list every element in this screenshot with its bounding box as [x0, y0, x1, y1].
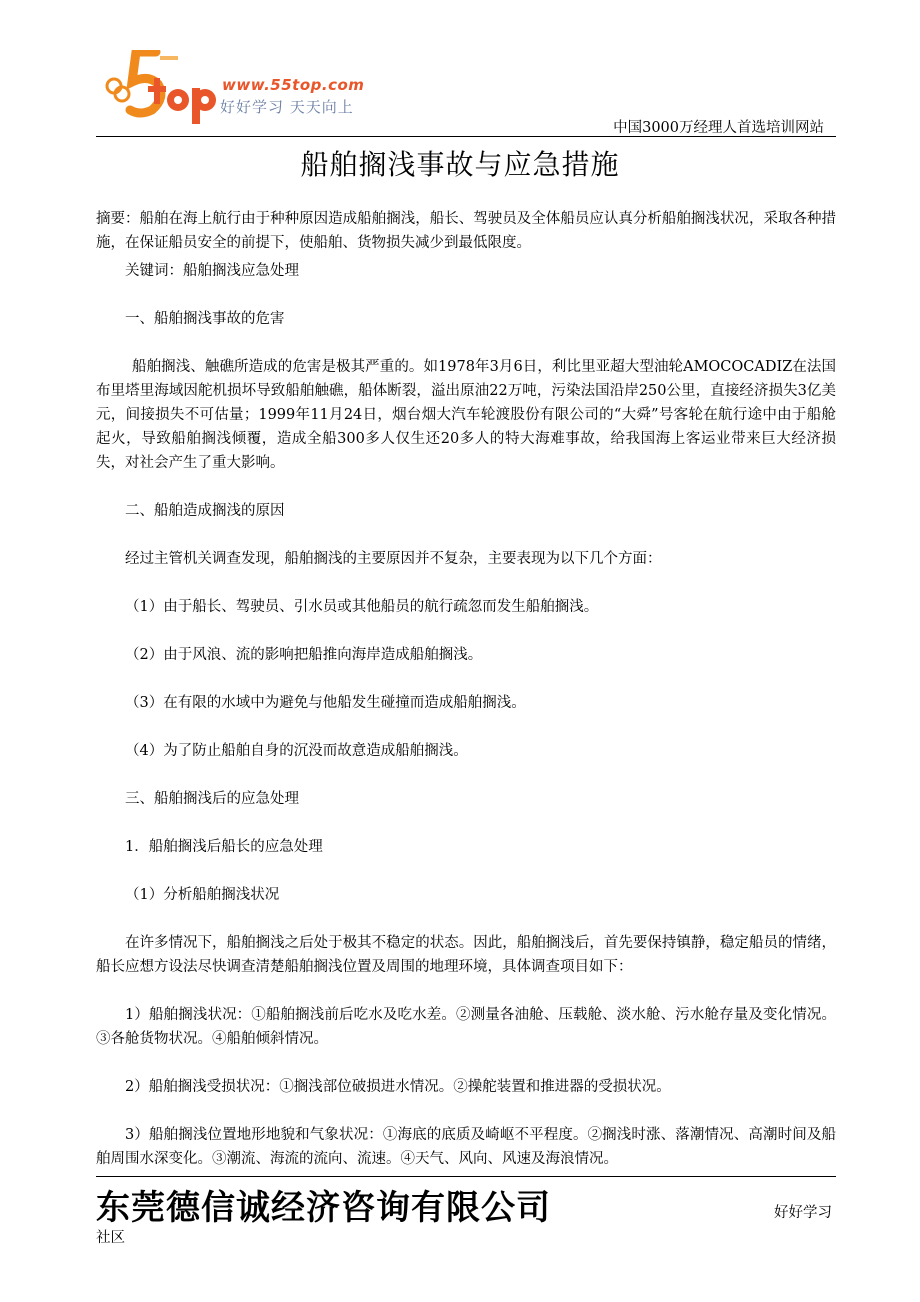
site-tagline: 中国3000万经理人首选培训网站 [613, 120, 824, 136]
document-title: 船舶搁浅事故与应急措施 [300, 148, 620, 181]
paragraph-analysis: 在许多情况下，船舶搁浅之后处于极其不稳定的状态。因此，船舶搁浅后，首先要保持镇静，稳定船员的情绪，船长应想方设法尽快调查清楚船舶搁浅位置及周围的地理环境，具体调查项目如下： [96, 935, 836, 975]
footer-left-text: 社区 [96, 1230, 125, 1246]
cause-item-4: （4）为了防止船舶自身的沉没而故意造成船舶搁浅。 [125, 743, 468, 759]
logo-url[interactable]: www.55top.com [222, 76, 365, 94]
cause-item-1: （1）由于船长、驾驶员、引水员或其他船员的航行疏忽而发生船舶搁浅。 [125, 599, 599, 615]
paragraph-hazards: 船舶搁浅、触礁所造成的危害是极其严重的。如1978年3月6日，利比里亚超大型油轮AMOCOCADIZ在法国布里塔里海域因舵机损坏导致船舶触礁，船体断裂，溢出原油22万吨，污染法国沿岸250公里，直接经济损失3亿美元，间接损失不可估量；1999年11月24日，烟台烟大汽车轮渡股份有限公司的“大舜”号客轮在航行途中由于船舱起火，导致船舶搁浅倾覆，造成全船300多人仅生还20多人的特大海难事故，给我国海上客运业带来巨大经济损失，对社会产生了重大影响。 [96, 359, 836, 471]
section-heading-1: 一、船舶搁浅事故的危害 [125, 311, 285, 327]
subsection-heading-1: 1．船舶搁浅后船长的应急处理 [125, 839, 323, 855]
section-heading-2: 二、船舶造成搁浅的原因 [125, 503, 285, 519]
section-heading-3: 三、船舶搁浅后的应急处理 [125, 791, 299, 807]
survey-item-2: 2）船舶搁浅受损状况：①搁浅部位破损进水情况。②操舵装置和推进器的受损状况。 [125, 1079, 671, 1095]
cause-item-3: （3）在有限的水域中为避免与他船发生碰撞而造成船舶搁浅。 [125, 695, 526, 711]
logo-slogan: 好好学习 天天向上 [220, 98, 354, 116]
subsection-heading-1-1: （1）分析船舶搁浅状况 [125, 887, 280, 903]
abstract: 摘要：船舶在海上航行由于种种原因造成船舶搁浅，船长、驾驶员及全体船员应认真分析船舶搁浅状况，采取各种措施，在保证船员安全的前提下，使船舶、货物损失减少到最低限度。 [96, 211, 836, 251]
cause-item-2: （2）由于风浪、流的影响把船推向海岸造成船舶搁浅。 [125, 647, 483, 663]
header-divider [96, 136, 836, 137]
footer-divider [96, 1176, 836, 1177]
footer-right-text: 好好学习 [774, 1205, 832, 1221]
footer-company-name: 东莞德信诚经济咨询有限公司 [96, 1188, 551, 1228]
survey-item-3: 3）船舶搁浅位置地形地貌和气象状况：①海底的底质及崎岖不平程度。②搁浅时涨、落潮情况、高潮时间及船舶周围水深变化。③潮流、海流的流向、流速。④天气、风向、风速及海浪情况。 [96, 1127, 836, 1167]
logo-wordmark: 5top [104, 128, 107, 129]
paragraph-causes: 经过主管机关调查发现，船舶搁浅的主要原因并不复杂，主要表现为以下几个方面： [125, 551, 662, 567]
survey-item-1: 1）船舶搁浅状况：①船舶搁浅前后吃水及吃水差。②测量各油舱、压载舱、淡水舱、污水舱存量及变化情况。③各舱货物状况。④船舶倾斜情况。 [96, 1007, 836, 1047]
keywords: 关键词：船舶搁浅应急处理 [125, 263, 299, 279]
